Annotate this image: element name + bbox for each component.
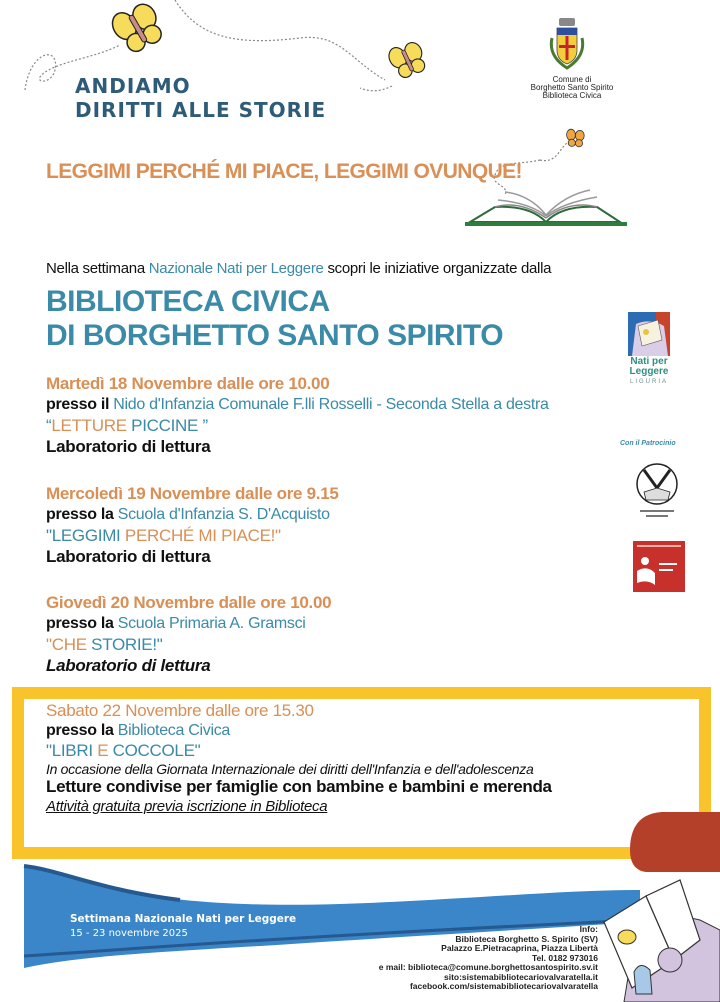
quote-close: ”: [202, 416, 208, 435]
event-occasion: In occasione della Giornata Internazionale dei diritti dell'Infanzia e dell'adolescenza: [46, 761, 534, 777]
info-label: Info:: [579, 924, 598, 934]
event-place: [46, 394, 549, 415]
campaign-title-line2: DIRITTI ALLE STORIE: [75, 98, 327, 122]
info-email[interactable]: e mail: biblioteca@comune.borghettosantospirito.sv.it: [378, 962, 598, 972]
reading-child-illustration: [590, 810, 720, 1002]
info-block: [379, 925, 598, 992]
event-4: [46, 701, 552, 817]
npl-line1: Nati per: [630, 356, 668, 367]
event-3: [46, 592, 331, 676]
title-part1: LETTURE: [51, 416, 127, 435]
coat-of-arms-icon: [548, 16, 586, 72]
event-note: Attività gratuita previa iscrizione in Biblioteca: [46, 798, 328, 815]
event-place: [46, 504, 339, 525]
intro-before: Nella settimana: [46, 260, 149, 277]
nati-per-leggere-logo-icon: [628, 312, 670, 356]
footer-dates: 15 - 23 novembre 2025: [70, 928, 188, 939]
place-prefix: presso la: [46, 722, 118, 739]
event-title: [46, 415, 549, 436]
library-title-line1: BIBLIOTECA CIVICA: [46, 285, 330, 318]
butterfly-icon: [108, 0, 168, 58]
title-part2: STORIE!": [91, 635, 163, 654]
event-title: [46, 525, 339, 546]
intro-text: [46, 260, 551, 277]
event-place: [46, 613, 331, 634]
place-prefix: presso la: [46, 615, 118, 632]
info-facebook[interactable]: facebook.com/sistemabibliotecariovalvaratella: [409, 981, 598, 991]
title-part3: PIACE!": [221, 526, 281, 545]
comune-line2: Borghetto Santo Spirito: [530, 83, 614, 92]
open-book-icon: [465, 190, 627, 224]
intro-after: scopri le iniziative organizzate dalla: [323, 260, 552, 277]
event-1: [46, 373, 549, 457]
intro-highlight: Nazionale Nati per Leggere: [148, 260, 324, 277]
patto-per-la-lettura-logo-icon: [633, 541, 685, 592]
event-title: [46, 634, 331, 655]
event-activity: Laboratorio di lettura: [46, 656, 211, 675]
place-name: Biblioteca Civica: [117, 722, 231, 739]
event-2: [46, 483, 339, 567]
title-part2: E: [97, 741, 109, 760]
title-part2: PERCHÉ MI: [124, 526, 222, 545]
butterfly-icon: [567, 129, 585, 147]
event-activity: Laboratorio di lettura: [46, 547, 211, 566]
slogan: LEGGIMI PERCHÉ MI PIACE, LEGGIMI OVUNQUE!: [46, 160, 522, 183]
event-activity: Laboratorio di lettura: [46, 437, 211, 456]
event-date: Mercoledì 19 Novembre dalle ore 9.15: [46, 484, 339, 503]
comune-label: [512, 76, 632, 100]
library-title-line2: DI BORGHETTO SANTO SPIRITO: [46, 319, 504, 352]
event-date: Sabato 22 Novembre dalle ore 15.30: [46, 701, 314, 720]
footer-title: Settimana Nazionale Nati per Leggere: [70, 913, 297, 925]
npl-line3: LIGURIA: [629, 379, 668, 385]
place-name: Scuola Primaria A. Gramsci: [117, 615, 306, 632]
title-part2: PICCINE: [126, 416, 203, 435]
title-part1: "LIBRI: [46, 741, 98, 760]
campaign-title-line1: ANDIAMO: [75, 74, 191, 98]
comune-line3: Biblioteca Civica: [542, 91, 602, 100]
butterfly-icon: [386, 38, 430, 82]
sistema-bibliotecario-logo-icon: [632, 462, 682, 520]
place-name: Scuola d'Infanzia S. D'Acquisto: [117, 506, 330, 523]
event-place: [46, 721, 552, 741]
info-website[interactable]: sito:sistemabibliotecariovalvaratella.it: [443, 971, 598, 982]
title-part3: COCCOLE": [108, 741, 201, 760]
info-phone: Tel. 0182 973016: [531, 952, 598, 963]
title-part1: "LEGGIMI: [46, 526, 125, 545]
comune-line1: Comune di: [552, 75, 592, 84]
npl-line2: Leggere: [629, 366, 669, 377]
library-title: [46, 285, 503, 353]
place-name: Nido d'Infanzia Comunale F.lli Rosselli - Seconda Stella a destra: [113, 396, 549, 413]
patrocinio-label: Con il Patrocinio: [620, 440, 676, 447]
event-date: Martedì 18 Novembre dalle ore 10.00: [46, 374, 330, 393]
campaign-title: [75, 74, 326, 122]
event-date: Giovedì 20 Novembre dalle ore 10.00: [46, 593, 332, 612]
place-prefix: presso la: [46, 506, 118, 523]
title-part1: "CHE: [46, 635, 92, 654]
info-library: Biblioteca Borghetto S. Spirito (SV): [455, 933, 598, 944]
place-prefix: presso il: [46, 396, 114, 413]
nati-per-leggere-logo-text: [624, 357, 674, 387]
event-title: [46, 741, 552, 761]
quote-open: “: [46, 416, 52, 435]
info-address: Palazzo E.Pietracaprina, Piazza Libertà: [441, 943, 598, 953]
event-description: Letture condivise per famiglie con bambine e bambini e merenda: [46, 777, 552, 796]
